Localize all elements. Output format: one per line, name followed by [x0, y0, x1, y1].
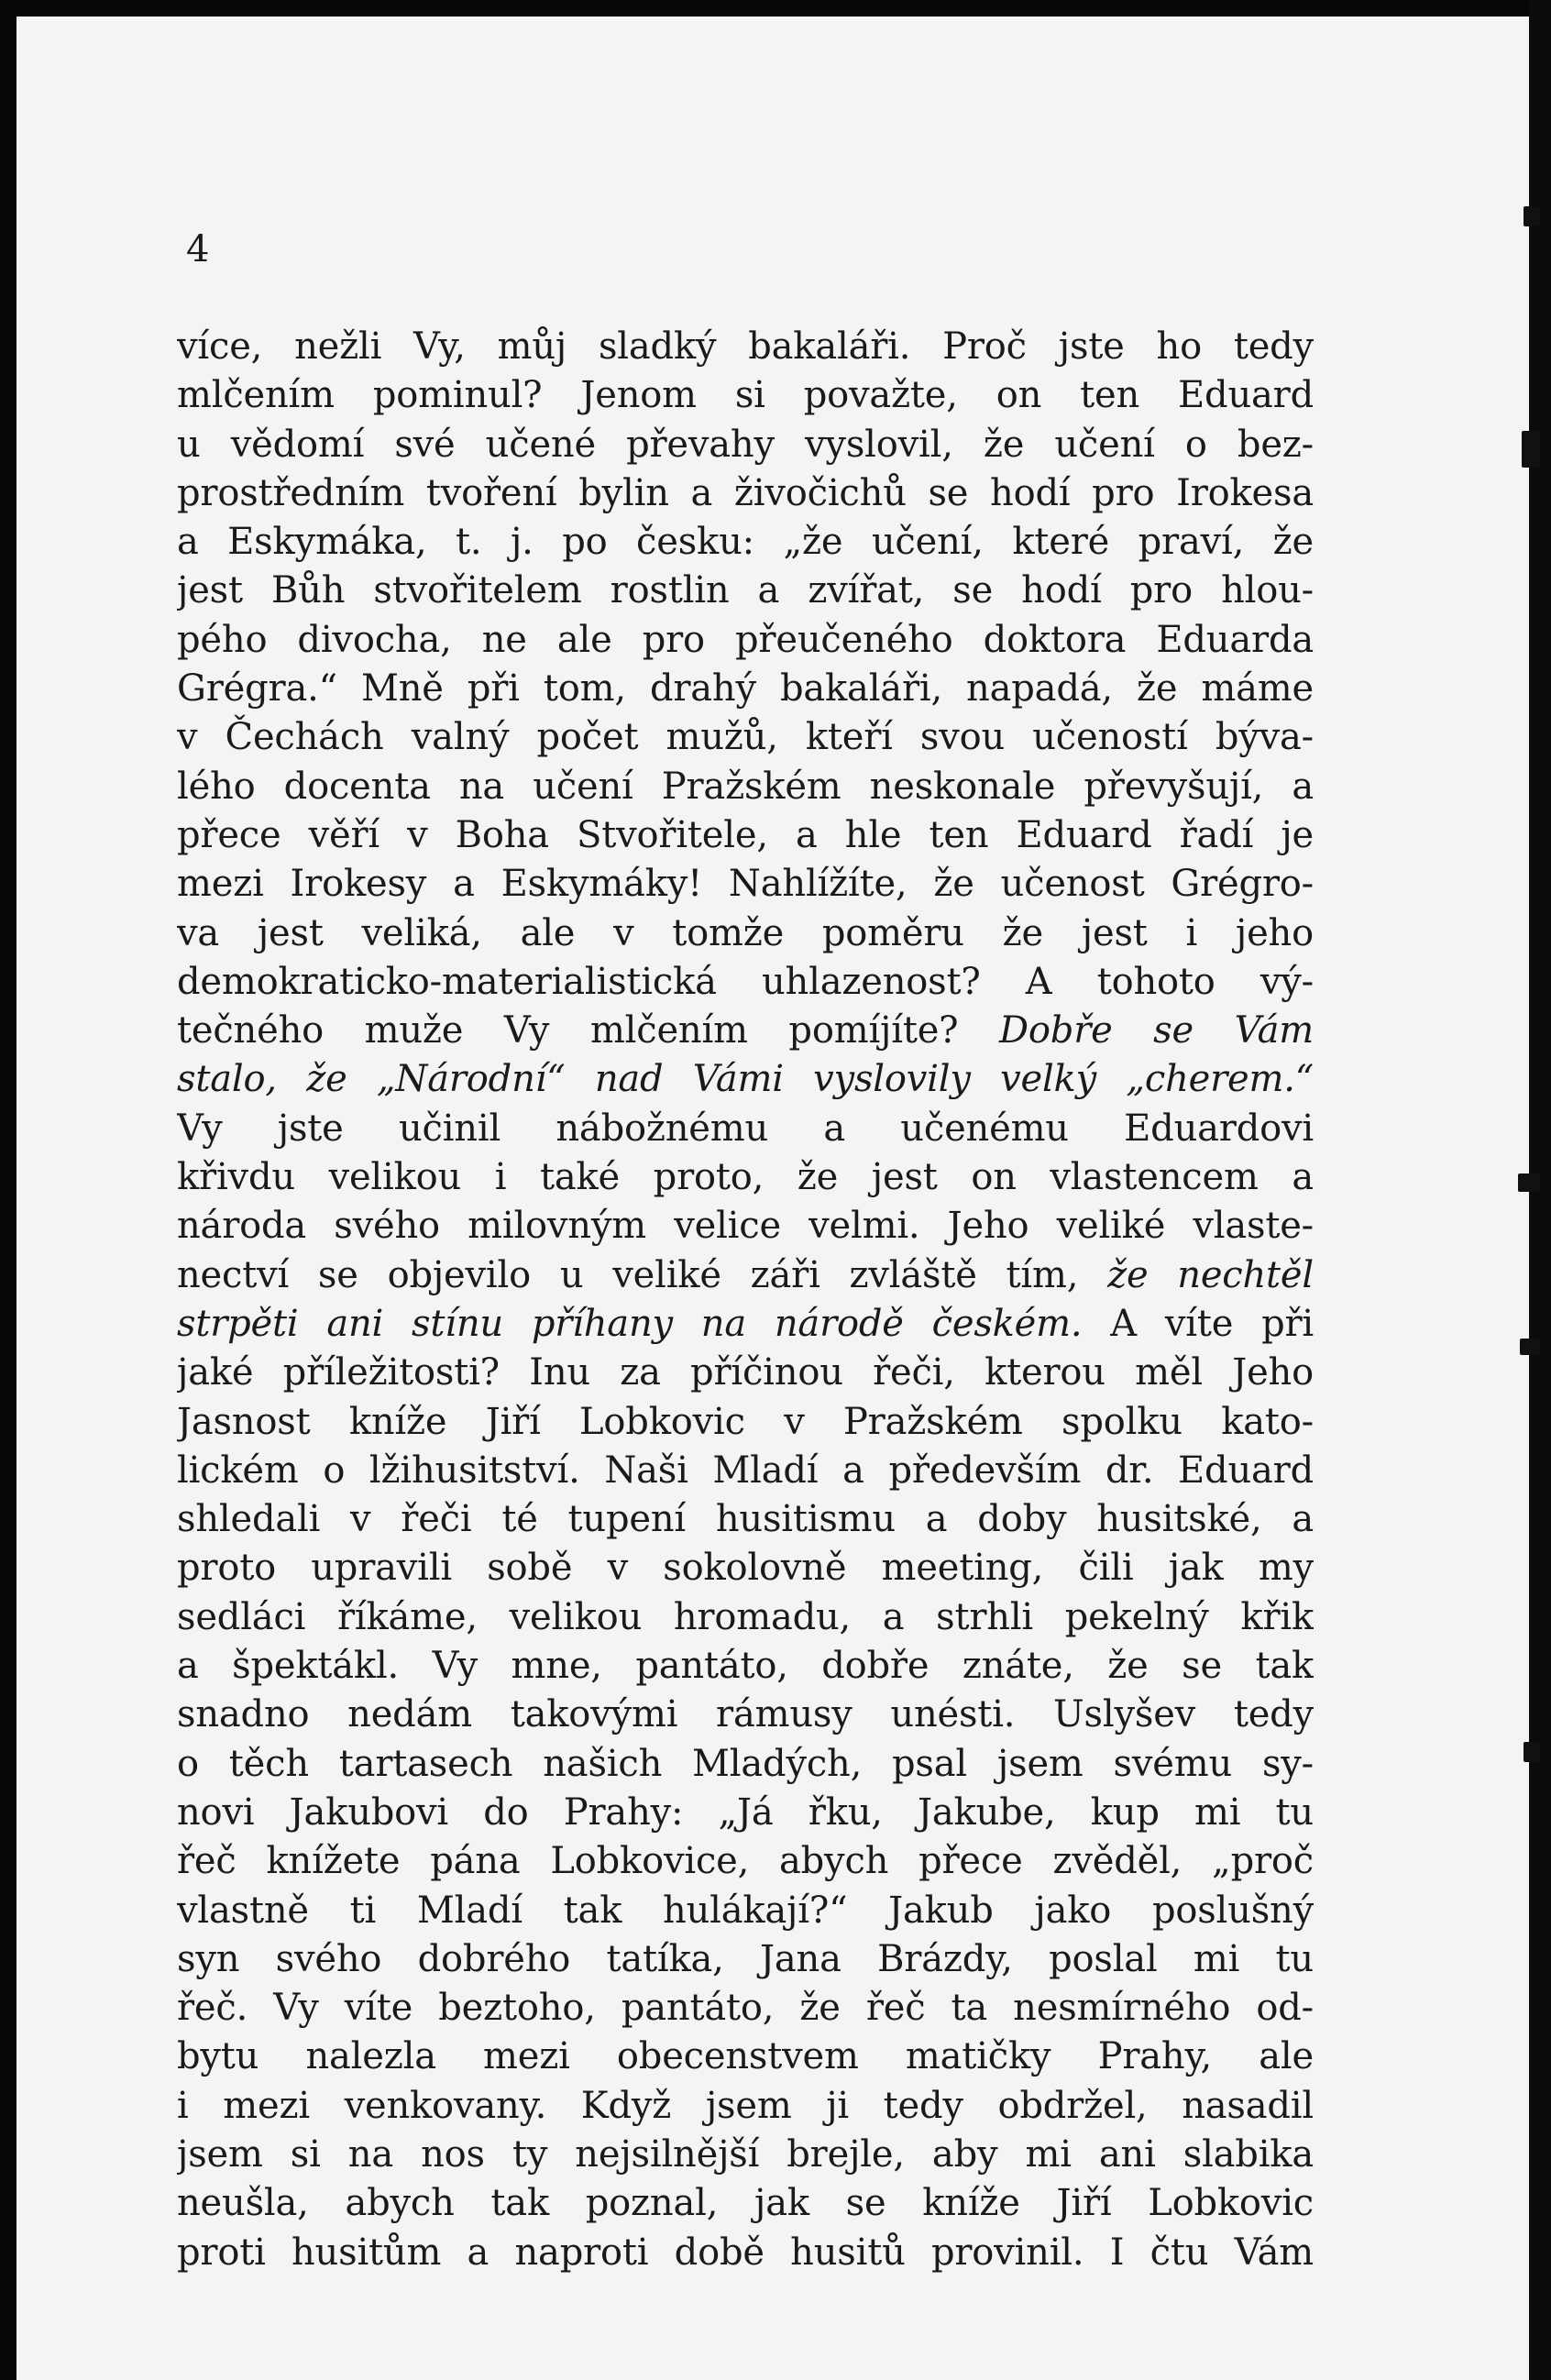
text-run: a špektákl. Vy mne, pantáto, dobře znáte, že se tak	[177, 1645, 1314, 1688]
text-line	[177, 1887, 1314, 1935]
text-run: Grégra.“ Mně při tom, drahý bakaláři, napadá, že máme	[177, 667, 1314, 711]
edge-mark	[1524, 206, 1540, 226]
text-run: va jest veliká, ale v tomže poměru že jest i jeho	[177, 911, 1314, 954]
text-run: mezi Irokesy a Eskymáky! Nahlížíte, že učenost Grégro-	[177, 863, 1314, 906]
edge-mark	[1520, 1339, 1540, 1355]
text-line	[177, 1593, 1314, 1642]
text-line	[177, 1544, 1314, 1592]
text-line	[177, 1740, 1314, 1789]
text-run: u vědomí své učené převahy vyslovil, že učení o bez-	[177, 423, 1314, 466]
text-run: Jasnost kníže Jiří Lobkovic v Pražském spolku kato-	[177, 1400, 1314, 1443]
text-line	[177, 1153, 1314, 1202]
book-page	[16, 17, 1529, 2380]
page-body-text	[177, 323, 1314, 2277]
text-line	[177, 2229, 1314, 2277]
edge-mark	[1522, 431, 1540, 468]
text-line	[177, 1642, 1314, 1691]
text-run: a Eskymáka, t. j. po česku: „že učení, které praví, že	[177, 521, 1314, 564]
text-run: jest Bůh stvořitelem rostlin a zvířat, se hodí pro hlou-	[177, 569, 1314, 612]
text-run: sedláci říkáme, velikou hromadu, a strhli pekelný křik	[177, 1595, 1314, 1638]
page-right-edge	[1529, 0, 1551, 2380]
text-run: jsem si na nos ty nejsilnější brejle, aby mi ani slabika	[177, 2132, 1314, 2176]
text-line	[177, 1202, 1314, 1251]
text-line	[177, 323, 1314, 371]
text-run: vlastně ti Mladí tak hulákají?“ Jakub jako poslušný	[177, 1889, 1314, 1932]
text-run: proto upravili sobě v sokolovně meeting, čili jak my	[177, 1547, 1314, 1590]
text-run: národa svého milovným velice velmi. Jeho veliké vlaste-	[177, 1205, 1314, 1248]
text-line	[177, 2033, 1314, 2081]
text-line	[177, 567, 1314, 615]
text-run: přece věří v Boha Stvořitele, a hle ten Eduard řadí je	[177, 813, 1314, 856]
text-line	[177, 1300, 1314, 1349]
text-line	[177, 616, 1314, 665]
text-line	[177, 1447, 1314, 1495]
text-line	[177, 518, 1314, 567]
text-line	[177, 1105, 1314, 1153]
text-line	[177, 811, 1314, 860]
text-run: Vy jste učinil nábožnému a učenému Eduardovi	[177, 1107, 1314, 1150]
text-run: novi Jakubovi do Prahy: „Já řku, Jakube, kup mi tu	[177, 1791, 1314, 1834]
text-line	[177, 665, 1314, 713]
text-line	[177, 1055, 1314, 1104]
text-run: syn svého dobrého tatíka, Jana Brázdy, poslal mi tu	[177, 1937, 1314, 1980]
text-run: jaké příležitosti? Inu za příčinou řeči, kterou měl Jeho	[177, 1351, 1314, 1394]
text-run: A víte při	[1082, 1302, 1314, 1345]
text-line	[177, 421, 1314, 469]
text-run: prostředním tvoření bylin a živočichů se hodí pro Irokesa	[177, 471, 1314, 514]
text-line	[177, 1007, 1314, 1055]
text-line	[177, 1495, 1314, 1544]
text-line	[177, 2131, 1314, 2179]
italic-text: že nechtěl	[1107, 1253, 1314, 1296]
text-line	[177, 713, 1314, 762]
text-line	[177, 1398, 1314, 1447]
text-run: v Čechách valný počet mužů, kteří svou učeností býva-	[177, 716, 1314, 759]
text-line	[177, 1984, 1314, 2033]
text-line	[177, 763, 1314, 811]
text-run: snadno nedám takovými rámusy unésti. Uslyšev tedy	[177, 1693, 1314, 1736]
italic-text: stalo, že „Národní“ nad Vámi vyslovily velký „cherem.“	[177, 1058, 1314, 1101]
edge-mark	[1518, 1173, 1540, 1192]
text-line	[177, 2082, 1314, 2131]
text-run: křivdu velikou i také proto, že jest on vlastencem a	[177, 1156, 1314, 1199]
text-line	[177, 1251, 1314, 1300]
text-line	[177, 2179, 1314, 2228]
text-run: řeč. Vy víte beztoho, pantáto, že řeč ta nesmírného od-	[177, 1987, 1314, 2030]
text-run: o těch tartasech našich Mladých, psal jsem svému sy-	[177, 1742, 1314, 1785]
page-number: 4	[186, 228, 210, 270]
text-run: řeč knížete pána Lobkovice, abych přece zvěděl, „proč	[177, 1840, 1314, 1883]
text-run: neušla, abych tak poznal, jak se kníže Jiří Lobkovic	[177, 2182, 1314, 2225]
text-run: více, nežli Vy, můj sladký bakaláři. Proč jste ho tedy	[177, 325, 1314, 368]
text-run: demokraticko-materialistická uhlazenost? A tohoto vý-	[177, 960, 1314, 1003]
text-run: bytu nalezla mezi obecenstvem matičky Prahy, ale	[177, 2035, 1314, 2078]
text-run: pého divocha, ne ale pro přeučeného doktora Eduarda	[177, 618, 1314, 661]
text-line	[177, 469, 1314, 518]
text-run: lickém o lžihusitství. Naši Mladí a především dr. Eduard	[177, 1449, 1314, 1492]
text-run: shledali v řeči té tupení husitismu a doby husitské, a	[177, 1498, 1314, 1541]
italic-text: strpěti ani stínu příhany na národě českém.	[177, 1302, 1083, 1345]
edge-mark	[1524, 1742, 1540, 1762]
text-line	[177, 1691, 1314, 1739]
text-line	[177, 958, 1314, 1007]
text-line	[177, 1935, 1314, 1984]
text-line	[177, 909, 1314, 958]
text-run: i mezi venkovany. Když jsem ji tedy obdržel, nasadil	[177, 2084, 1314, 2127]
text-line	[177, 860, 1314, 909]
text-run: proti husitům a naproti době husitů provinil. I čtu Vám	[177, 2231, 1314, 2274]
text-line	[177, 1789, 1314, 1837]
text-run: nectví se objevilo u veliké záři zvláště tím,	[177, 1253, 1108, 1296]
text-run: tečného muže Vy mlčením pomíjíte?	[177, 1009, 1000, 1052]
italic-text: Dobře se Vám	[999, 1009, 1314, 1052]
text-line	[177, 371, 1314, 420]
text-line	[177, 1349, 1314, 1397]
text-run: mlčením pominul? Jenom si považte, on ten Eduard	[177, 374, 1314, 417]
text-run: lého docenta na učení Pražském neskonale převyšují, a	[177, 765, 1314, 808]
text-line	[177, 1837, 1314, 1886]
